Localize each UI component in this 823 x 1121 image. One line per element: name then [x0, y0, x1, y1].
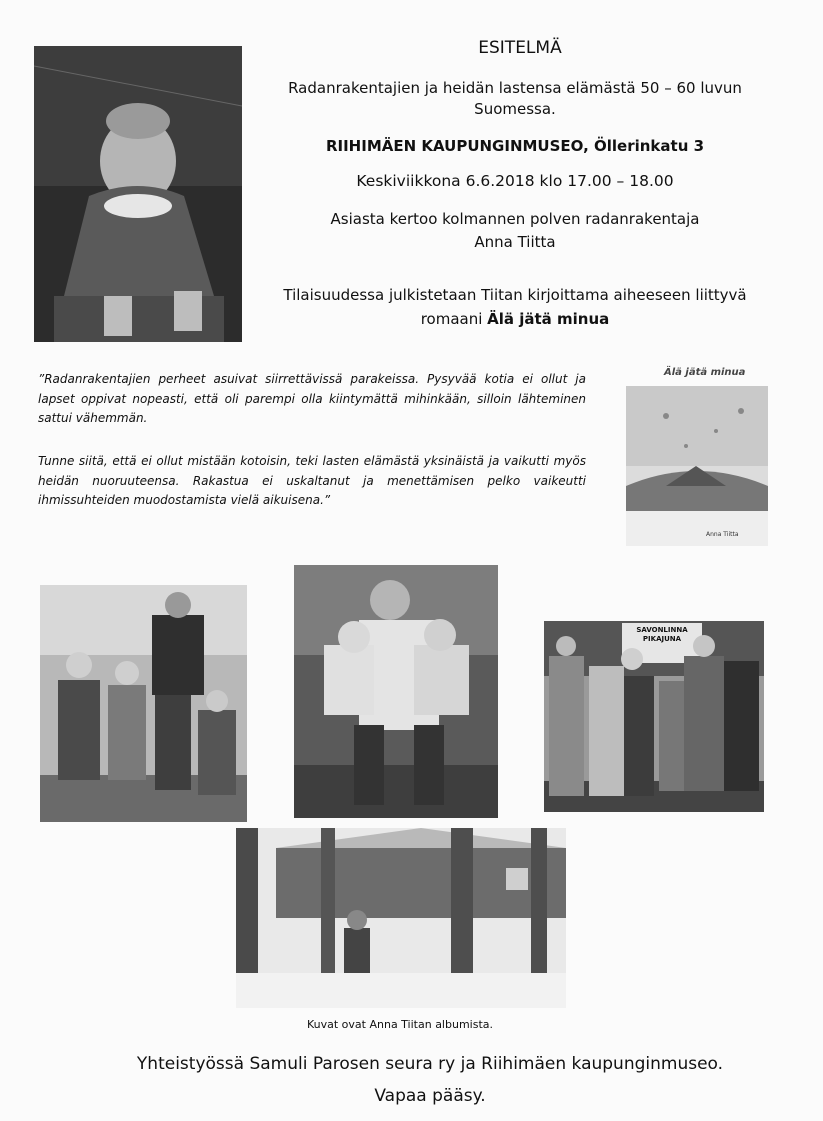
family-group-photo — [40, 585, 247, 822]
book-cover-author: Anna Tiitta — [706, 531, 739, 538]
man-with-children-photo — [294, 565, 498, 818]
subtitle-line-2: Suomessa. — [474, 100, 556, 118]
quote-paragraph-2: Tunne siitä, että ei ollut mistään kotoisin, teki lasten elämästä yksinäistä ja vaikutti myös heidän nuoruuteensa. Rakastua ei uskaltanut ja menettämisen pelko vaikeutti ihmissuhteiden muodostamista vielä aikuisena.” — [38, 454, 586, 507]
book-cover-image — [626, 386, 768, 546]
speaker-line-1: Asiasta kertoo kolmannen polven radanrakentaja — [330, 210, 700, 228]
station-sign-text: SAVONLINNA PIKAJUNA — [636, 626, 688, 643]
quote-paragraph-1: ”Radanrakentajien perheet asuivat siirrettävissä parakeissa. Pysyvää kotia ei ollut ja lapset oppivat nopeasti, että oli parempi olla kiintymättä mihinkään, silloin lähteminen sattui vähemmän. — [38, 372, 586, 425]
novel-announcement — [255, 283, 775, 331]
photo-caption: Kuvat ovat Anna Tiitan albumista. — [306, 1018, 493, 1031]
novel-line-1: Tilaisuudessa julkistetaan Tiitan kirjoittama aiheeseen liittyvä — [283, 286, 747, 304]
book-cover-title: Älä jätä minua — [664, 367, 746, 378]
train-station-group-photo — [544, 621, 764, 812]
novel-title: Älä jätä minua — [487, 310, 610, 328]
poster-subtitle — [265, 78, 765, 120]
winter-child-photo — [236, 828, 566, 1008]
novel-line-2-prefix: romaani — [420, 310, 488, 328]
free-entry-line: Vapaa pääsy. — [374, 1086, 486, 1106]
speaker-name: Anna Tiitta — [474, 233, 556, 251]
venue: RIIHIMÄEN KAUPUNGINMUSEO, Öllerinkatu 3 — [325, 137, 705, 155]
subtitle-line-1: Radanrakentajien ja heidän lastensa elämästä 50 – 60 luvun — [288, 79, 742, 97]
event-date: Keskiviikkona 6.6.2018 klo 17.00 – 18.00 — [356, 172, 674, 190]
speaker-info — [265, 208, 765, 254]
collaboration-line: Yhteistyössä Samuli Parosen seura ry ja Riihimäen kaupunginmuseo. — [136, 1054, 724, 1074]
child-portrait-photo — [34, 46, 242, 342]
poster-title: ESITELMÄ — [478, 38, 562, 58]
